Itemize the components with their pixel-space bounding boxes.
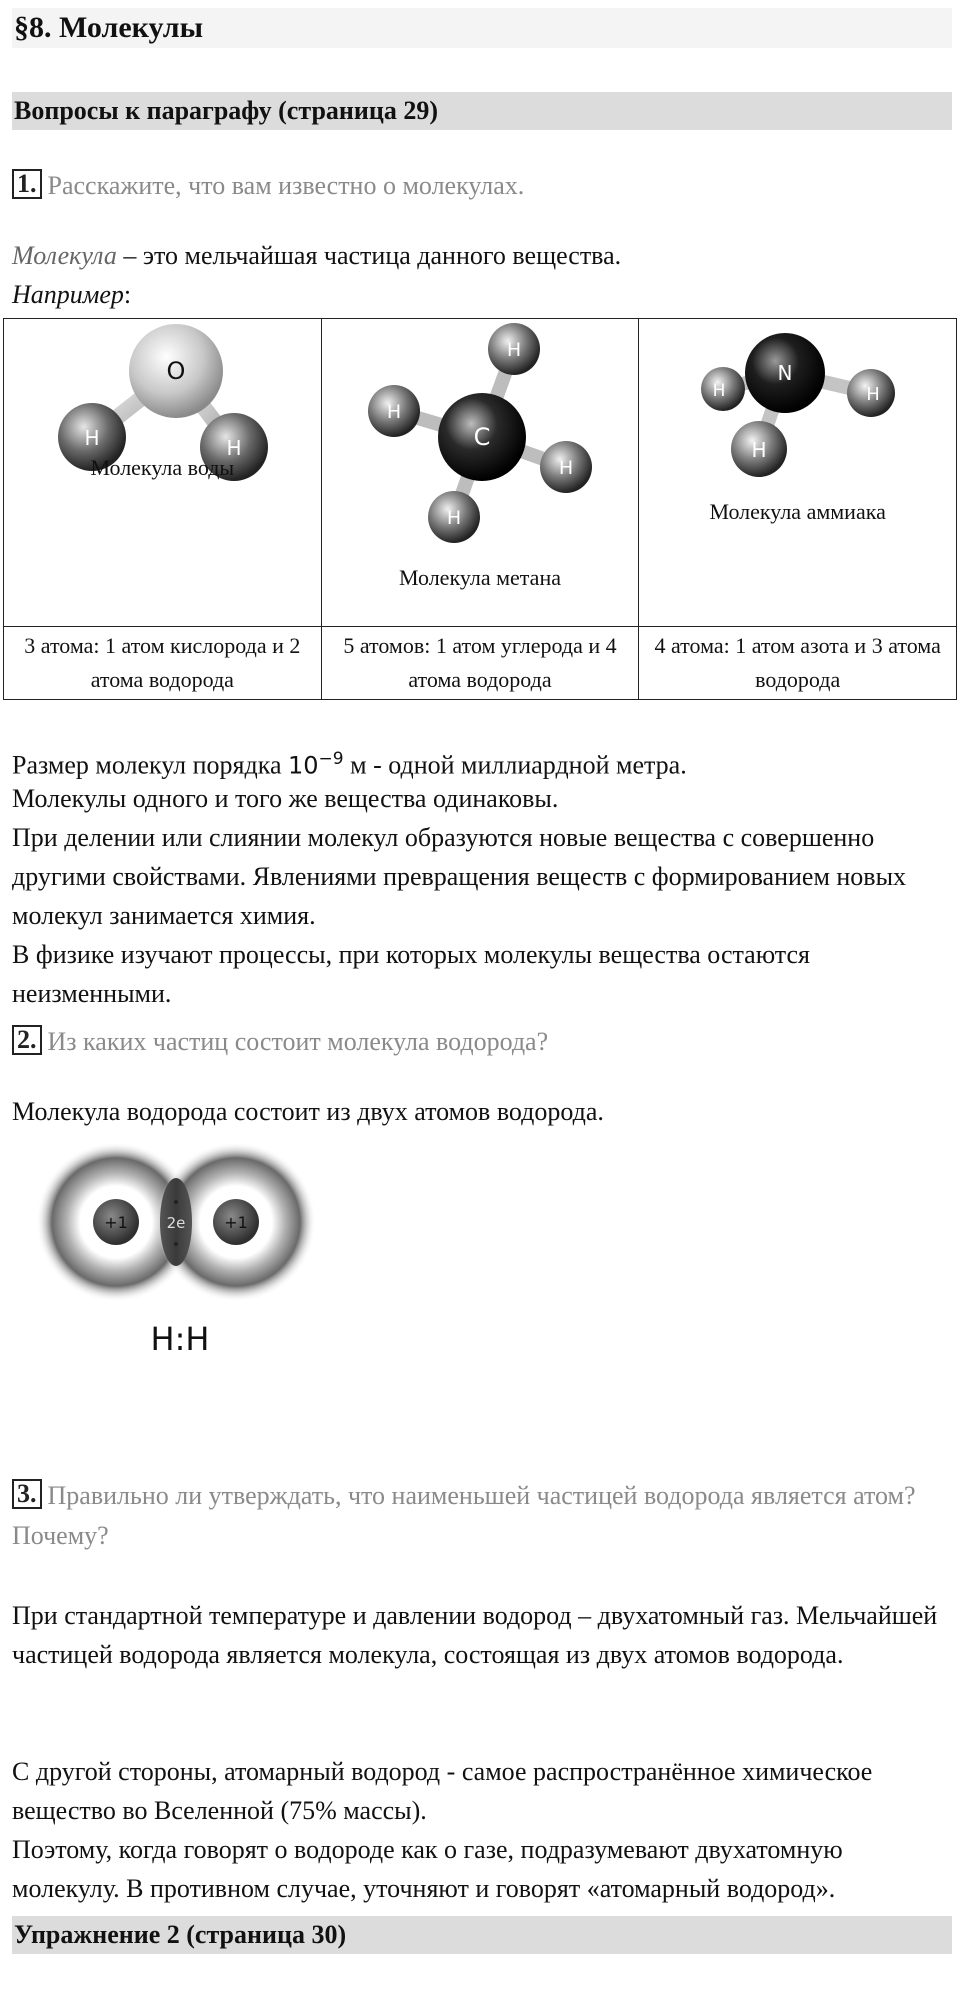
atom-label: H <box>226 436 242 460</box>
nucleus-charge: +1 <box>104 1213 128 1232</box>
atom-label: H <box>866 384 881 405</box>
methane-molecule-image <box>322 319 638 559</box>
atom-label: O <box>166 357 186 385</box>
power-exponent: −9 <box>318 749 344 769</box>
molecule-caption: Молекула метана <box>398 565 561 590</box>
example-label-line <box>12 275 952 314</box>
molecules-table <box>3 318 957 700</box>
definition-line <box>12 236 952 275</box>
section-heading-questions: Вопросы к параграфу (страница 29) <box>12 92 952 130</box>
size-text-end: м - одной миллиардной метра. <box>343 750 687 780</box>
question-text: Правильно ли утверждать, что наименьшей частицей водорода является атом? Почему? <box>12 1481 916 1550</box>
definition-term: Молекула <box>12 241 117 270</box>
atom-label: H <box>712 381 726 401</box>
molecule-caption: Молекула аммиака <box>709 499 886 524</box>
molecule-description: 4 атома: 1 атом азота и 3 атома водорода <box>639 627 957 700</box>
size-text: Размер молекул порядка <box>12 750 288 780</box>
question-number: 1. <box>12 169 42 199</box>
atom-label: H <box>84 426 100 450</box>
question-text: Из каких частиц состоит молекула водорода? <box>47 1027 549 1056</box>
example-label: Например <box>12 280 124 309</box>
atom-label: H <box>558 457 573 479</box>
electron-pair-label: 2e <box>166 1214 186 1232</box>
section-heading-exercise: Упражнение 2 (страница 30) <box>12 1916 952 1954</box>
methane-cell <box>321 319 639 627</box>
question-1 <box>12 166 947 206</box>
hydrogen-molecule-diagram <box>22 1136 342 1366</box>
answer-3-paragraph-2: С другой стороны, атомарный водород - самое распространённое химическое вещество во Вселенной (75% массы). <box>12 1757 873 1825</box>
definition-text: – это мельчайшая частица данного вещества. <box>116 241 622 270</box>
question-number: 3. <box>12 1479 42 1509</box>
molecule-description: 3 атома: 1 атом кислорода и 2 атома водорода <box>4 627 322 700</box>
question-number: 2. <box>12 1025 42 1055</box>
electron-dot <box>174 1242 178 1246</box>
electron-dot <box>174 1200 178 1204</box>
question-2 <box>12 1022 947 1062</box>
atom-label: H <box>386 401 401 423</box>
answer-2: Молекула водорода состоит из двух атомов водорода. <box>12 1097 604 1126</box>
atom-label: H <box>446 507 461 529</box>
atom-label: H <box>751 438 767 462</box>
molecule-description: 5 атомов: 1 атом углерода и 4 атома водорода <box>321 627 639 700</box>
atom-label: C <box>473 423 491 451</box>
water-cell <box>4 319 322 627</box>
nucleus-charge: +1 <box>224 1213 248 1232</box>
question-3 <box>12 1476 947 1556</box>
ammonia-cell <box>639 319 957 627</box>
answer-3-paragraph-3: Поэтому, когда говорят о водороде как о газе, подразумевают двухатомную молекулу. В противном случае, уточняют и говорят «атомарный водород». <box>12 1835 843 1903</box>
molecule-caption: Молекула воды <box>90 455 235 480</box>
paragraph-physics: В физике изучают процессы, при которых молекулы вещества остаются неизменными. <box>12 940 810 1008</box>
example-colon: : <box>123 280 132 309</box>
paragraph-same: Молекулы одного и того же вещества одинаковы. <box>12 784 559 813</box>
formula-label: H:H <box>150 1320 210 1358</box>
ammonia-molecule-image <box>639 319 955 499</box>
question-text: Расскажите, что вам известно о молекулах. <box>47 171 525 200</box>
page-title: §8. Молекулы <box>12 8 952 48</box>
answer-3-paragraph-1: При стандартной температуре и давлении водород – двухатомный газ. Мельчайшей частицей водорода является молекула, состоящая из двух атомов водорода. <box>12 1601 938 1669</box>
atom-label: N <box>777 361 793 385</box>
paragraph-division: При делении или слиянии молекул образуются новые вещества с совершенно другими свойствами. Явлениями превращения веществ с формированием новых молекул занимается химия. <box>12 823 907 930</box>
power-base: 10 <box>288 751 319 780</box>
atom-label: H <box>506 339 521 361</box>
